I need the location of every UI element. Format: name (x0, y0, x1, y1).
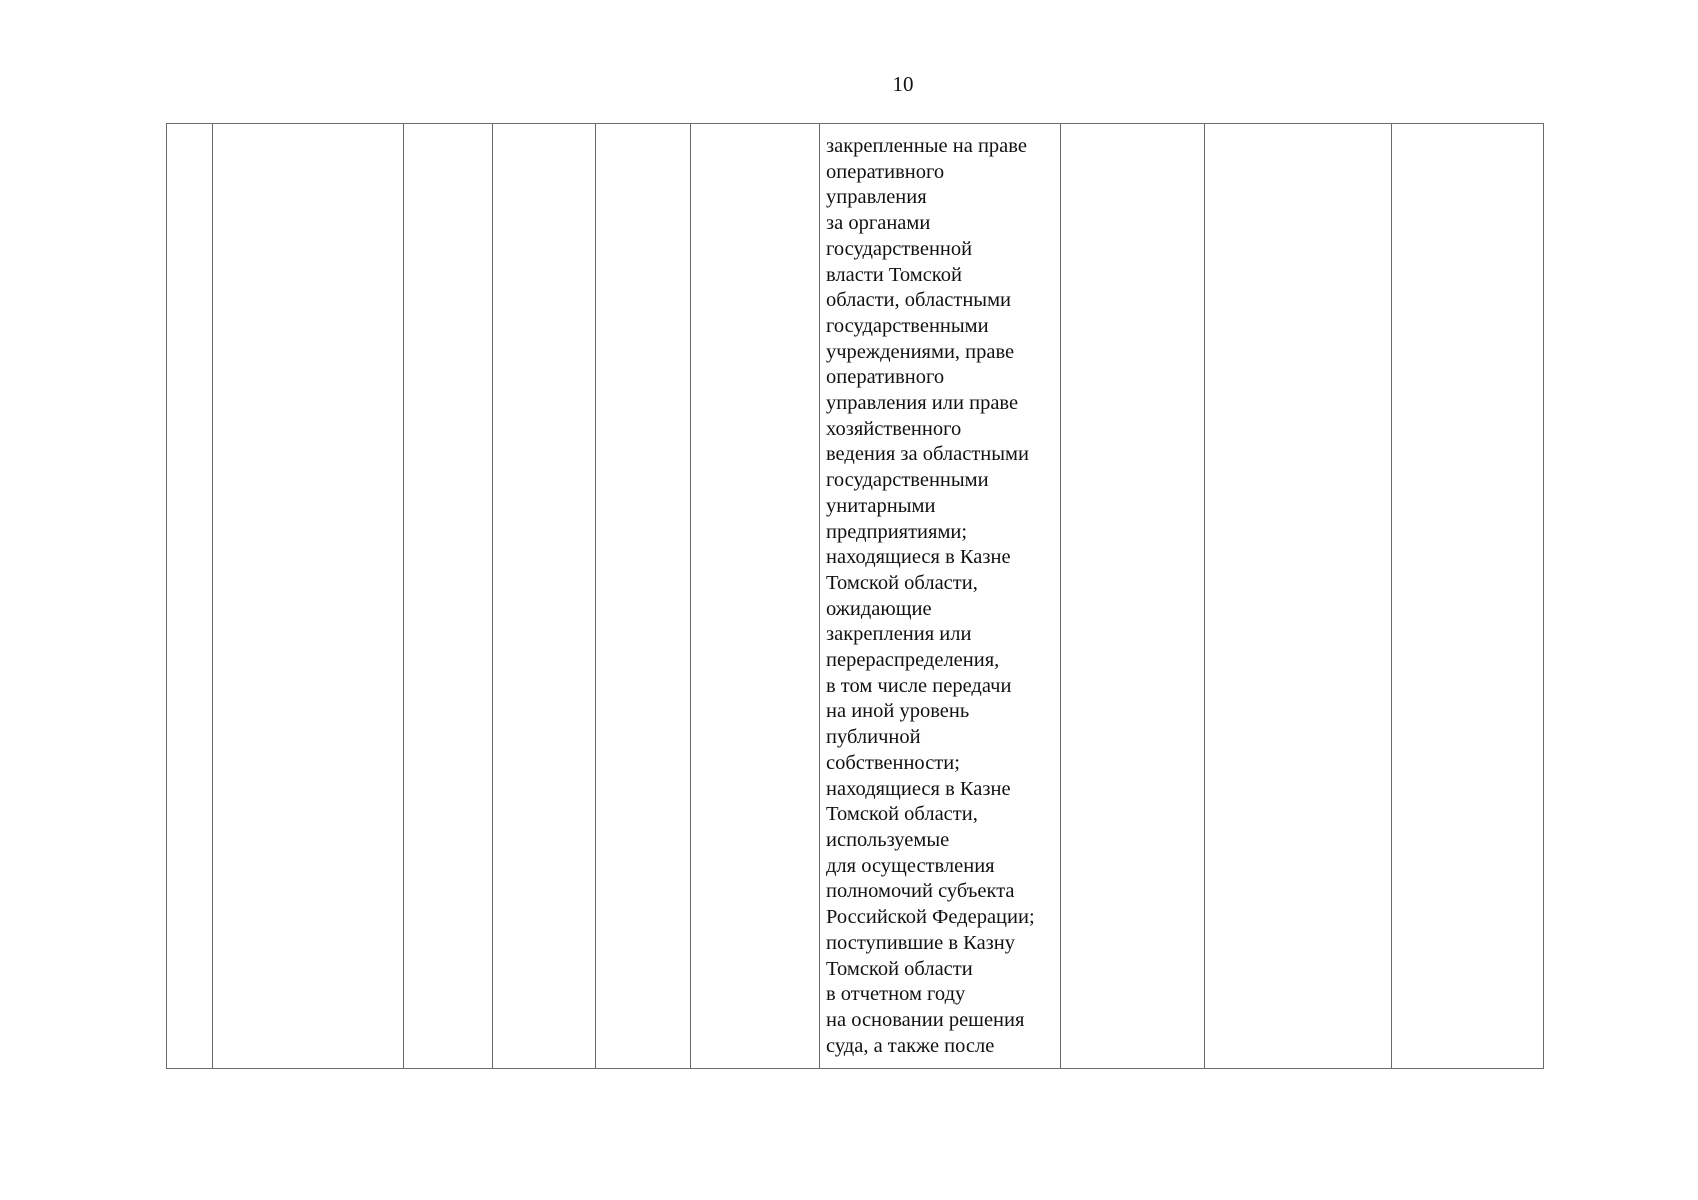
text-line: предприятиями; (826, 520, 968, 543)
text-line: учреждениями, праве (826, 340, 1015, 363)
text-line: используемые (826, 828, 950, 851)
text-line: управления или праве (826, 392, 1019, 415)
text-line: хозяйственного (826, 417, 962, 440)
text-line: государственной (826, 237, 973, 260)
text-line: суда, а также после (826, 1034, 995, 1057)
text-line: области, областными (826, 289, 1012, 312)
text-line: в отчетном году (826, 983, 966, 1006)
table-cell-col-3 (404, 124, 493, 1069)
text-line: для осуществления (826, 854, 995, 877)
text-line: Томской области (826, 957, 973, 980)
text-line: государственными (826, 469, 989, 492)
table-cell-col-6 (691, 124, 820, 1069)
text-line: власти Томской (826, 263, 962, 286)
text-line: перераспределения, (826, 649, 1000, 672)
text-line: оперативного (826, 366, 945, 389)
text-line: поступившие в Казну (826, 931, 1015, 954)
text-line: Томской области, (826, 571, 978, 594)
text-line: публичной (826, 726, 921, 749)
table-cell-col-5 (596, 124, 691, 1069)
table-cell-col-8 (1061, 124, 1205, 1069)
text-line: полномочий субъекта (826, 880, 1015, 903)
text-line: собственности; (826, 751, 960, 774)
text-line: Российской Федерации; (826, 906, 1035, 929)
table-cell-col-4 (493, 124, 596, 1069)
text-line: находящиеся в Казне (826, 546, 1011, 569)
text-line: оперативного (826, 160, 945, 183)
text-line: управления (826, 186, 927, 209)
text-line: в том числе передачи (826, 674, 1012, 697)
text-line: ведения за областными (826, 443, 1029, 466)
text-line: закрепления или (826, 623, 972, 646)
text-line: государственными (826, 314, 989, 337)
text-line: находящиеся в Казне (826, 777, 1011, 800)
table-cell-col-10 (1392, 124, 1544, 1069)
page-number: 10 (892, 72, 914, 96)
table-row (167, 124, 1544, 1069)
table-cell-col-7 (820, 124, 1061, 1069)
text-line: на иной уровень (826, 700, 970, 723)
text-line: унитарными (826, 494, 936, 517)
data-table (166, 123, 1544, 1069)
text-line: закрепленные на праве (826, 135, 1027, 157)
text-line: ожидающие (826, 597, 932, 620)
text-line: на основании решения (826, 1008, 1025, 1031)
table-cell-col-9 (1205, 124, 1392, 1069)
table-cell-col-1 (167, 124, 213, 1069)
table-cell-col-2 (213, 124, 404, 1069)
property-description-text (820, 124, 1060, 1059)
text-line: Томской области, (826, 803, 978, 826)
text-line: за органами (826, 212, 931, 235)
